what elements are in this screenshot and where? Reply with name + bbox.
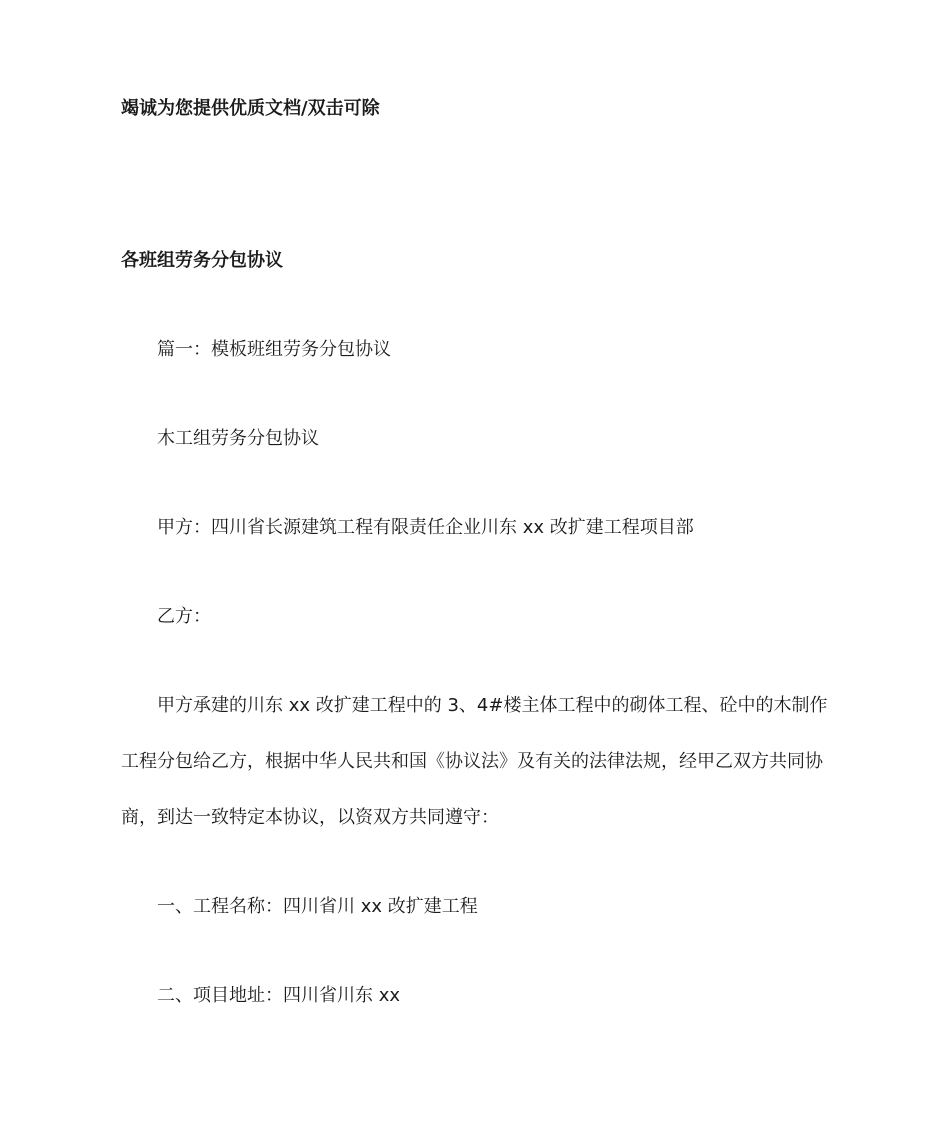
document-title: 各班组劳务分包协议 — [121, 250, 283, 271]
paragraph-line: 甲方承建的川东 xx 改扩建工程中的 3、4#楼主体工程中的砌体工程、砼中的木制作 — [157, 695, 828, 716]
chapter-heading: 篇一：模板班组劳务分包协议 — [157, 339, 391, 360]
header-note: 竭诚为您提供优质文档/双击可除 — [121, 98, 380, 119]
clause-project-name: 一、工程名称：四川省川 xx 改扩建工程 — [157, 896, 478, 917]
party-a-line: 甲方：四川省长源建筑工程有限责任企业川东 xx 改扩建工程项目部 — [157, 517, 694, 538]
document-subtitle: 木工组劳务分包协议 — [157, 428, 319, 449]
party-b-line: 乙方： — [157, 606, 211, 627]
clause-project-address: 二、项目地址：四川省川东 xx — [157, 985, 401, 1006]
paragraph-line: 工程分包给乙方，根据中华人民共和国《协议法》及有关的法律法规，经甲乙双方共同协 — [121, 751, 823, 772]
paragraph-line: 商，到达一致特定本协议，以资双方共同遵守： — [121, 807, 499, 828]
